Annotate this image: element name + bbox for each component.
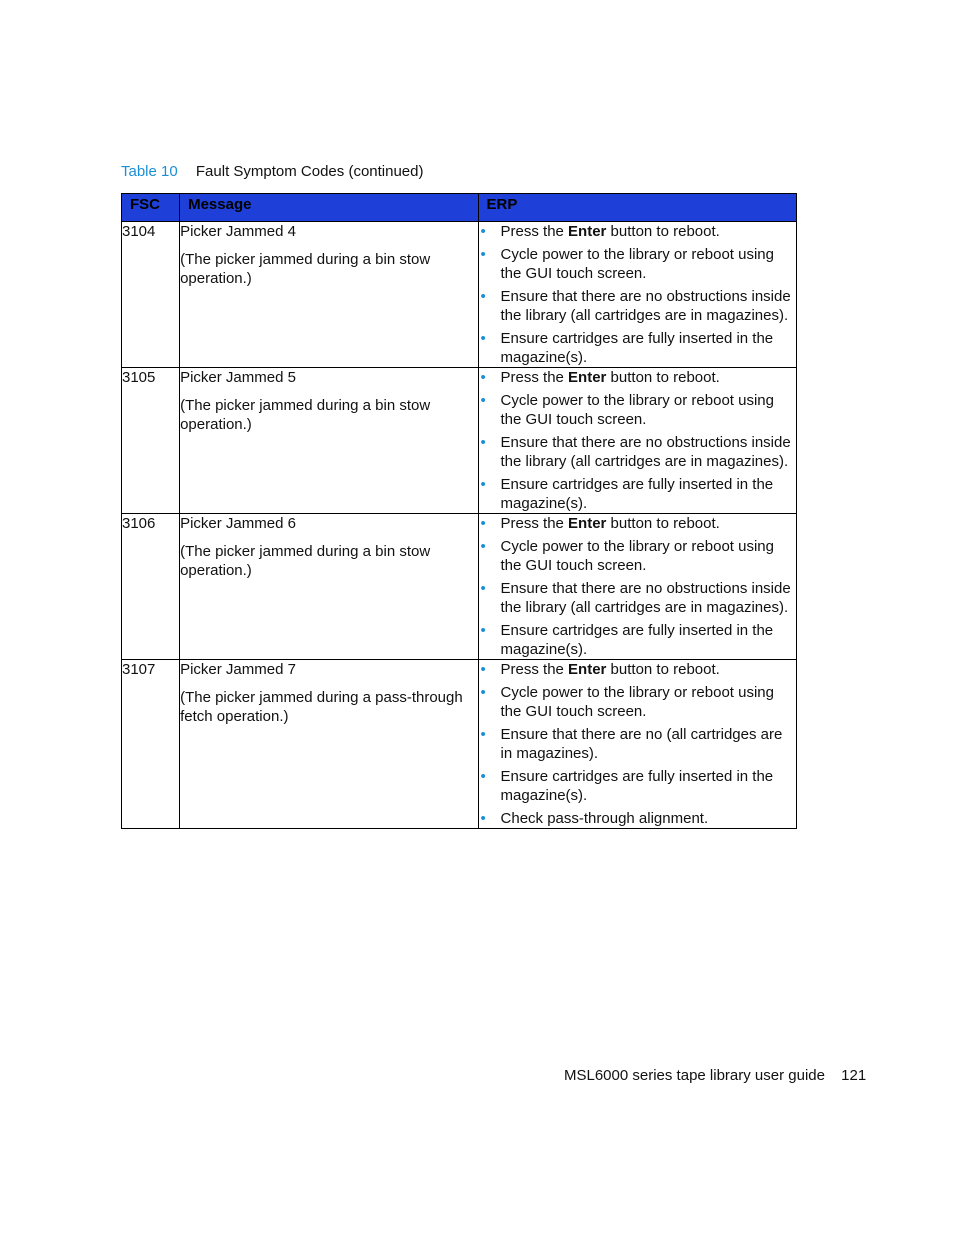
erp-item xyxy=(479,683,796,721)
erp-item xyxy=(479,660,796,679)
message-cell xyxy=(180,514,478,660)
message-title: Picker Jammed 7 xyxy=(180,661,296,678)
erp-text: Ensure that there are no (all cartridges are in magazines). xyxy=(500,726,783,762)
message-cell xyxy=(180,660,478,829)
erp-text-suffix: button to reboot. xyxy=(606,515,720,532)
bullet-icon: • xyxy=(480,223,486,240)
bullet-icon: • xyxy=(480,434,486,451)
erp-item xyxy=(479,725,796,763)
bullet-icon: • xyxy=(480,515,486,532)
message-title: Picker Jammed 6 xyxy=(180,515,296,532)
guide-title: MSL6000 series tape library user guide xyxy=(564,1067,825,1084)
table-body xyxy=(122,222,797,829)
erp-item xyxy=(479,767,796,805)
bullet-icon: • xyxy=(480,684,486,701)
bullet-icon: • xyxy=(480,580,486,597)
erp-text: Check pass-through alignment. xyxy=(500,810,709,827)
erp-item xyxy=(479,537,796,575)
bullet-icon: • xyxy=(480,476,486,493)
erp-text: Cycle power to the library or reboot using the GUI touch screen. xyxy=(500,392,774,428)
bullet-icon: • xyxy=(480,288,486,305)
erp-list xyxy=(479,660,796,828)
erp-item xyxy=(479,222,796,241)
erp-item xyxy=(479,809,796,828)
erp-text: Cycle power to the library or reboot using the GUI touch screen. xyxy=(500,246,774,282)
header-erp: ERP xyxy=(478,194,796,222)
erp-text: Ensure that there are no obstructions inside the library (all cartridges are in magazines). xyxy=(500,434,791,470)
erp-cell xyxy=(478,368,796,514)
page-number: 121 xyxy=(841,1067,867,1084)
erp-item xyxy=(479,433,796,471)
erp-list xyxy=(479,222,796,367)
bullet-icon: • xyxy=(480,330,486,347)
erp-item xyxy=(479,287,796,325)
erp-cell xyxy=(478,222,796,368)
bullet-icon: • xyxy=(480,538,486,555)
table-row xyxy=(122,660,797,829)
header-message: Message xyxy=(180,194,478,222)
erp-item xyxy=(479,514,796,533)
erp-key-name: Enter xyxy=(568,515,607,532)
bullet-icon: • xyxy=(480,369,486,386)
table-title: Fault Symptom Codes (continued) xyxy=(195,163,424,180)
message-cell xyxy=(180,222,478,368)
erp-text: Ensure cartridges are fully inserted in the magazine(s). xyxy=(500,768,774,804)
message-cell xyxy=(180,368,478,514)
erp-text: Press the xyxy=(500,223,569,240)
erp-item xyxy=(479,368,796,387)
bullet-icon: • xyxy=(480,246,486,263)
erp-text: Ensure cartridges are fully inserted in the magazine(s). xyxy=(500,622,774,658)
erp-list xyxy=(479,368,796,513)
bullet-icon: • xyxy=(480,661,486,678)
page-footer xyxy=(564,1066,866,1086)
table-caption xyxy=(121,162,424,182)
erp-cell xyxy=(478,660,796,829)
erp-text: Press the xyxy=(500,369,569,386)
message-title: Picker Jammed 5 xyxy=(180,369,296,386)
message-description: (The picker jammed during a bin stow operation.) xyxy=(180,397,431,433)
header-fsc: FSC xyxy=(122,194,180,222)
fault-symptom-codes-table xyxy=(121,193,797,829)
erp-item xyxy=(479,621,796,659)
erp-item xyxy=(479,329,796,367)
message-description: (The picker jammed during a pass-through fetch operation.) xyxy=(180,689,463,725)
erp-text-suffix: button to reboot. xyxy=(606,661,720,678)
erp-text: Ensure that there are no obstructions inside the library (all cartridges are in magazines). xyxy=(500,580,791,616)
erp-text: Ensure that there are no obstructions inside the library (all cartridges are in magazines). xyxy=(500,288,791,324)
bullet-icon: • xyxy=(480,768,486,785)
message-description: (The picker jammed during a bin stow operation.) xyxy=(180,251,431,287)
erp-text-suffix: button to reboot. xyxy=(606,369,720,386)
fsc-code: 3104 xyxy=(122,222,180,368)
erp-text: Cycle power to the library or reboot using the GUI touch screen. xyxy=(500,538,774,574)
fsc-code: 3107 xyxy=(122,660,180,829)
erp-text-suffix: button to reboot. xyxy=(606,223,720,240)
message-description: (The picker jammed during a bin stow operation.) xyxy=(180,543,431,579)
erp-item xyxy=(479,475,796,513)
erp-text: Press the xyxy=(500,661,569,678)
erp-text: Ensure cartridges are fully inserted in the magazine(s). xyxy=(500,476,774,512)
erp-text: Cycle power to the library or reboot using the GUI touch screen. xyxy=(500,684,774,720)
table-row xyxy=(122,222,797,368)
erp-list xyxy=(479,514,796,659)
fsc-code: 3106 xyxy=(122,514,180,660)
erp-item xyxy=(479,245,796,283)
erp-key-name: Enter xyxy=(568,223,607,240)
erp-key-name: Enter xyxy=(568,369,607,386)
erp-text: Press the xyxy=(500,515,569,532)
table-number: Table 10 xyxy=(121,163,178,180)
erp-cell xyxy=(478,514,796,660)
table-header-row xyxy=(122,194,797,222)
bullet-icon: • xyxy=(480,726,486,743)
erp-key-name: Enter xyxy=(568,661,607,678)
bullet-icon: • xyxy=(480,392,486,409)
fsc-code: 3105 xyxy=(122,368,180,514)
message-title: Picker Jammed 4 xyxy=(180,223,296,240)
erp-text: Ensure cartridges are fully inserted in the magazine(s). xyxy=(500,330,774,366)
bullet-icon: • xyxy=(480,622,486,639)
erp-item xyxy=(479,579,796,617)
table-row xyxy=(122,368,797,514)
bullet-icon: • xyxy=(480,810,486,827)
table-row xyxy=(122,514,797,660)
erp-item xyxy=(479,391,796,429)
